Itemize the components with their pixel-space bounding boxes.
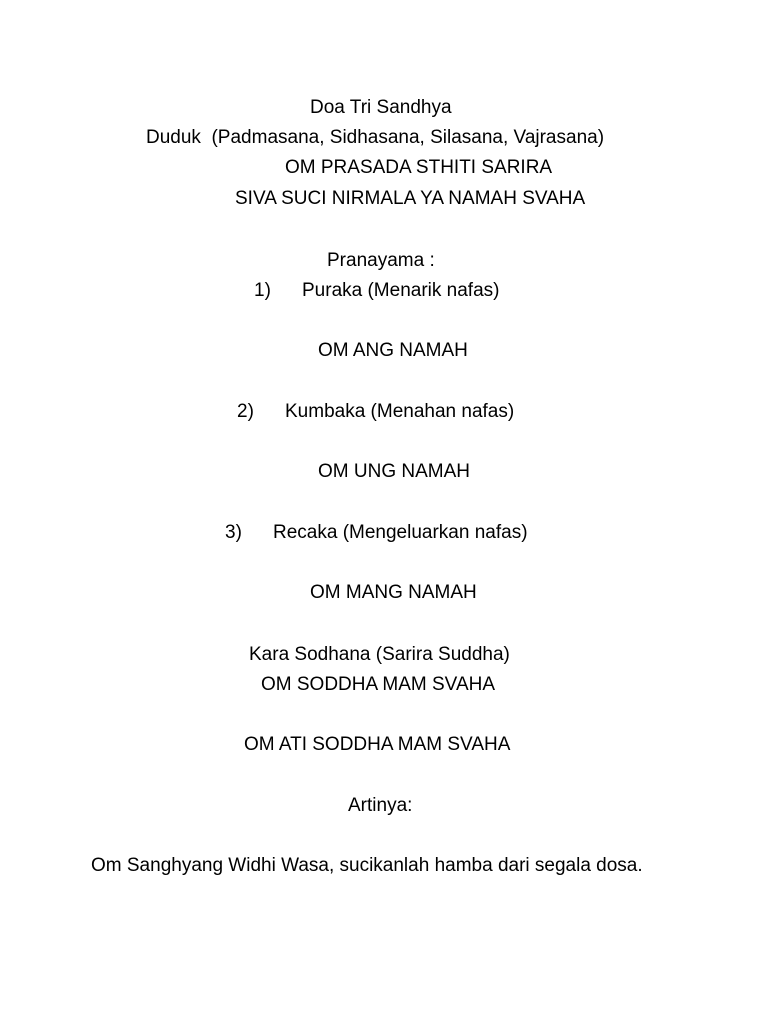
step-2-number: 2) (237, 401, 254, 422)
document-title: Doa Tri Sandhya (310, 97, 452, 118)
kara-sodhana-heading: Kara Sodhana (Sarira Suddha) (249, 644, 510, 665)
step-3-number: 3) (225, 522, 242, 543)
step-1-label: Puraka (Menarik nafas) (302, 280, 500, 301)
meaning-heading: Artinya: (348, 795, 413, 816)
step-1-number: 1) (254, 280, 271, 301)
step-3-label: Recaka (Mengeluarkan nafas) (273, 522, 528, 543)
step-1-mantra: OM ANG NAMAH (318, 340, 468, 361)
posture-line: Duduk (Padmasana, Sidhasana, Silasana, Vajrasana) (146, 127, 605, 148)
step-2-mantra: OM UNG NAMAH (318, 461, 470, 482)
pranayama-heading: Pranayama : (327, 250, 435, 271)
kara-mantra-1: OM SODDHA MAM SVAHA (261, 674, 496, 695)
kara-mantra-2: OM ATI SODDHA MAM SVAHA (244, 734, 511, 755)
meaning-text: Om Sanghyang Widhi Wasa, sucikanlah hamba dari segala dosa. (91, 855, 643, 876)
step-3-mantra: OM MANG NAMAH (310, 582, 477, 603)
step-2-label: Kumbaka (Menahan nafas) (285, 401, 515, 422)
mantra-line-1: OM PRASADA STHITI SARIRA (285, 157, 553, 178)
mantra-line-2: SIVA SUCI NIRMALA YA NAMAH SVAHA (235, 188, 586, 209)
